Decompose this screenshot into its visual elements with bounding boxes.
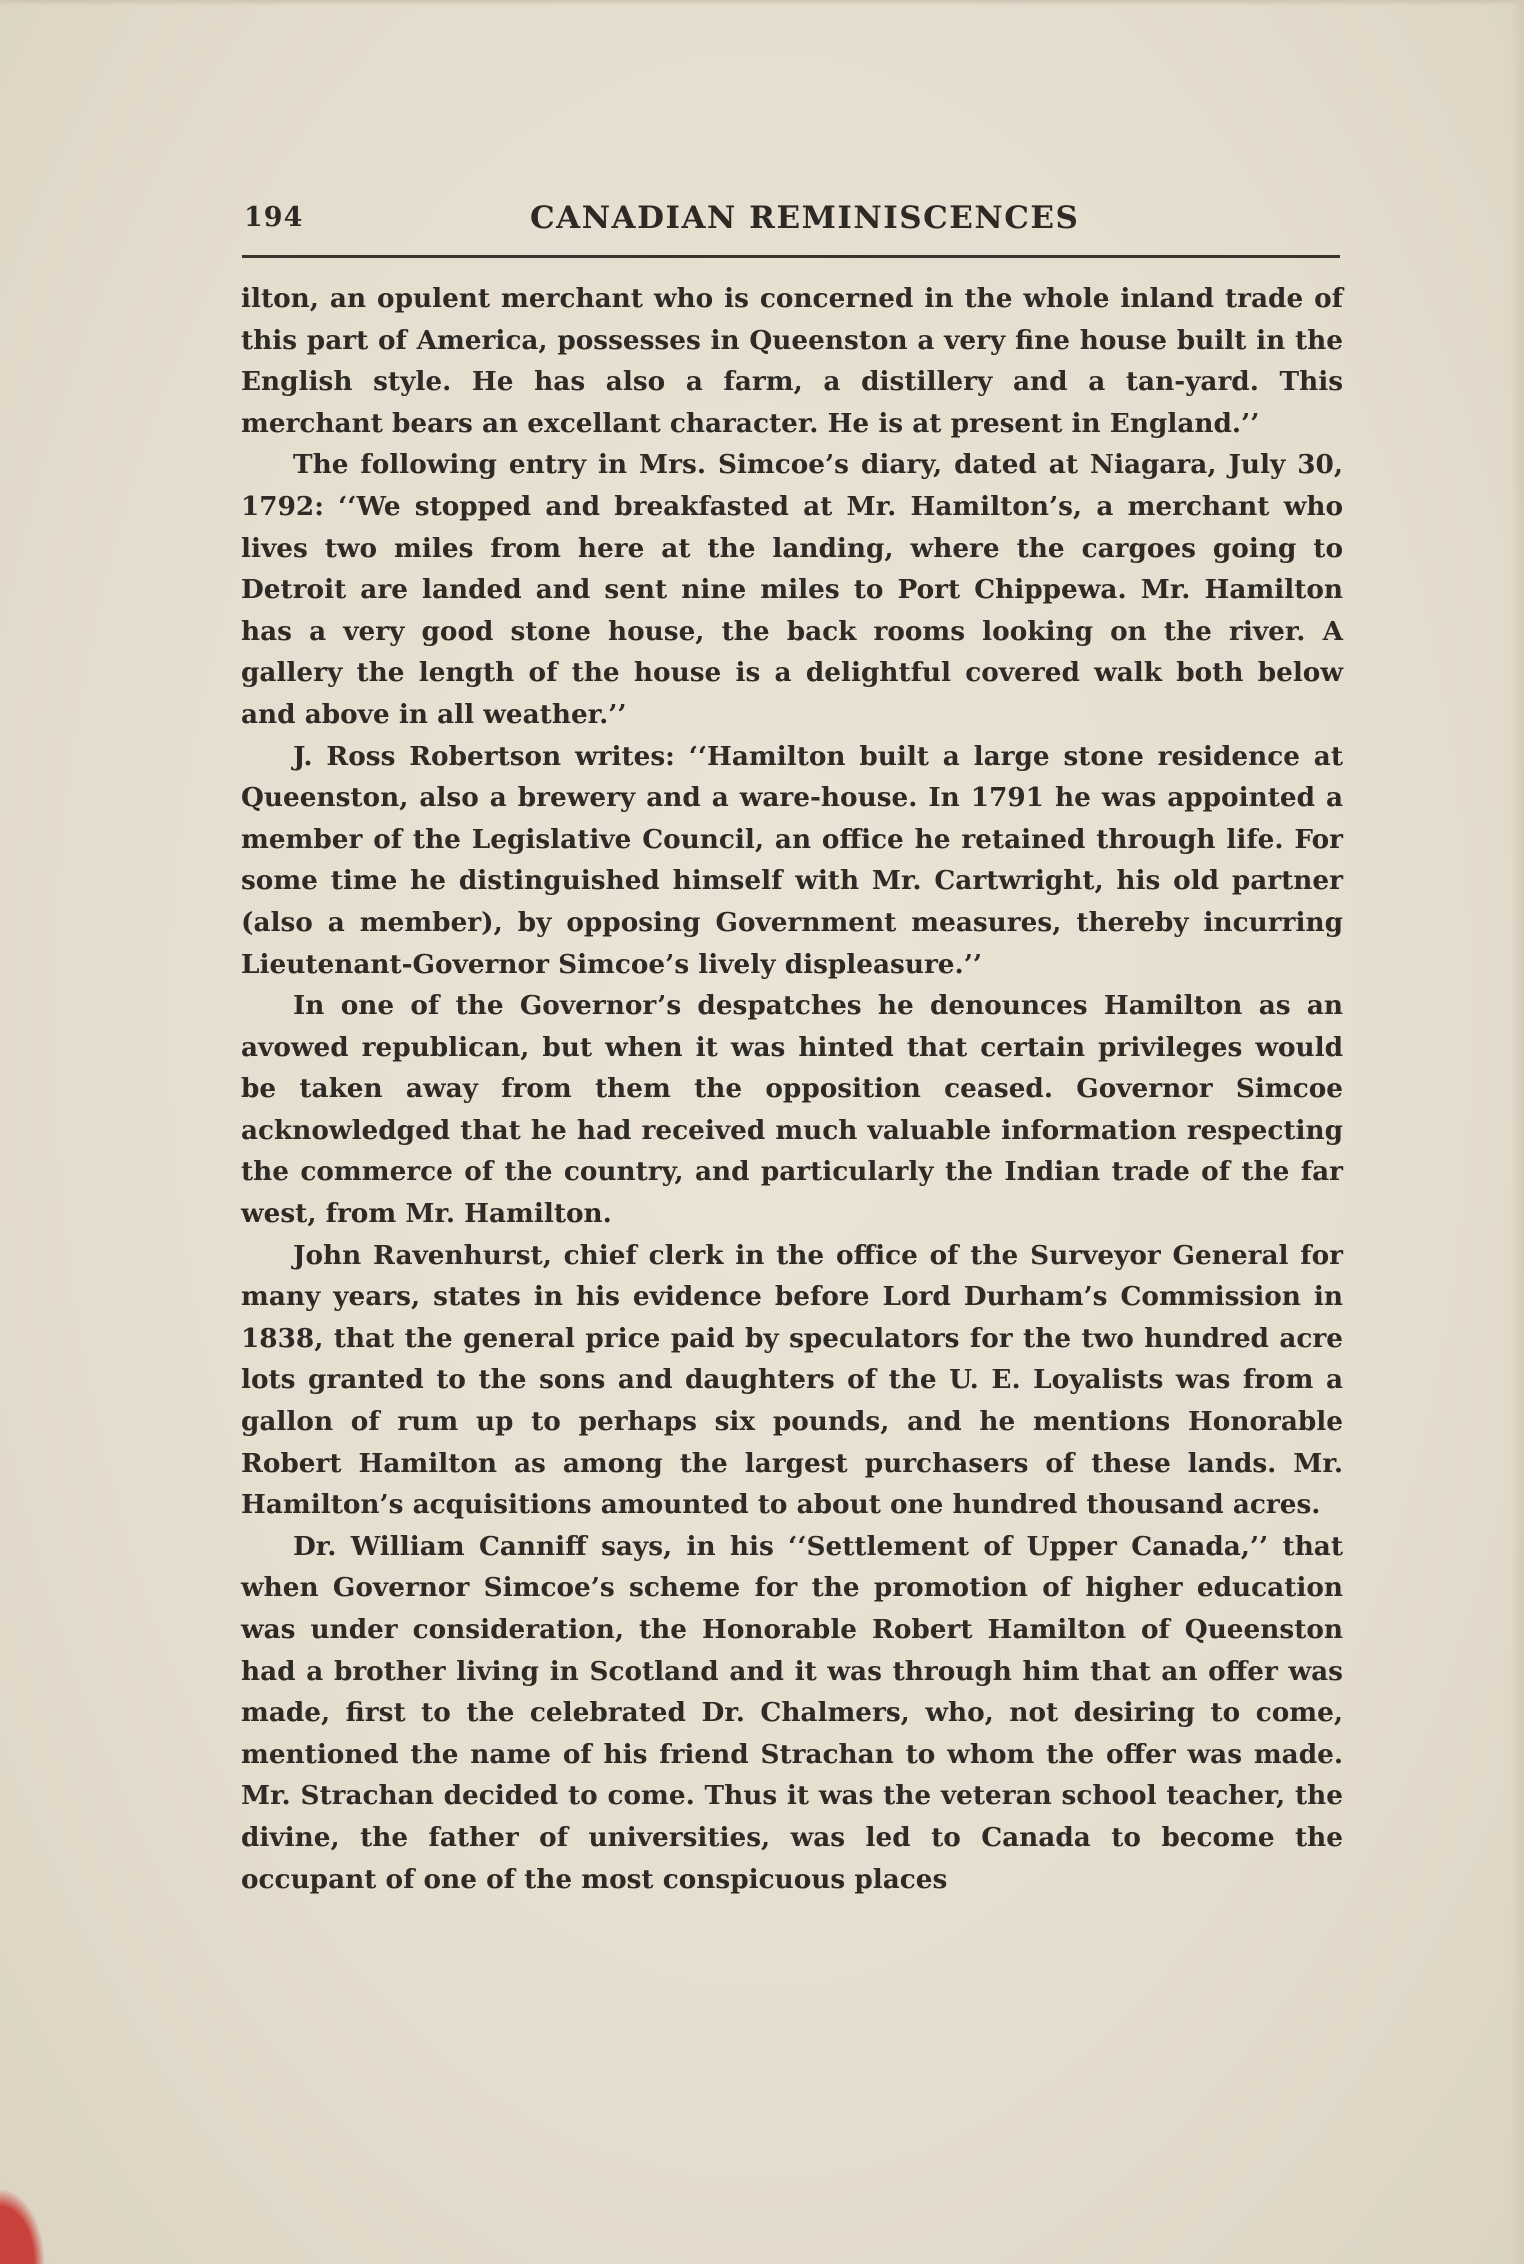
running-title: CANADIAN REMINISCENCES (530, 200, 1080, 236)
corner-stain (0, 2190, 44, 2264)
paragraph-simcoe-diary: The following entry in Mrs. Simcoe’s diary, dated at Niagara, July 30, 1792: ‘‘We stopped and breakfasted at Mr. Hamilton’s, a merchant who lives two miles from here at the landing, where the cargoes going to Detroit are landed and sent nine miles to Port Chippewa. Mr. Hamilton has a very good stone house, the back rooms looking on the river. A gallery the length of the house is a delightful covered walk both below and above in all weather.’’ (241, 449, 1343, 730)
paragraph-despatches: In one of the Governor’s despatches he denounces Hamilton as an avowed republican, but when it was hinted that certain privileges would be taken away from them the opposition ceased. Governor Simcoe acknowledged that he had received much valuable information respecting the commerce of the country, and particularly the Indian trade of the far west, from Mr. Hamilton. (241, 990, 1343, 1230)
header-rule (242, 255, 1340, 258)
paragraph-canniff: Dr. William Canniff says, in his ‘‘Settlement of Upper Canada,’’ that when Governor Simcoe’s scheme for the promotion of higher education was under consideration, the Honorable Robert Hamilton of Queenston had a brother living in Scotland and it was through him that an offer was made, first to the celebrated Dr. Chalmers, who, not desiring to come, mentioned the name of his friend Strachan to whom the offer was made. Mr. Strachan decided to come. Thus it was the veteran school teacher, the divine, the father of universities, was led to Canada to become the occupant of one of the most conspicuous places (241, 1530, 1343, 1895)
body-text (241, 278, 1343, 1900)
paragraph-robertson: J. Ross Robertson writes: ‘‘Hamilton built a large stone residence at Queenston, also a brewery and a ware-house. In 1791 he was appointed a member of the Legislative Council, an office he retained through life. For some time he distinguished himself with Mr. Cartwright, his old partner (also a member), by opposing Government measures, thereby incurring Lieutenant-Governor Simcoe’s lively displeasure.’’ (241, 740, 1343, 980)
page-header (240, 196, 1340, 246)
page-number: 194 (244, 202, 304, 233)
paragraph-continued: ilton, an opulent merchant who is concerned in the whole inland trade of this part of America, possesses in Queenston a very fine house built in the English style. He has also a farm, a distillery and a tan-yard. This merchant bears an excellant character. He is at present in England.’’ (241, 283, 1343, 439)
paragraph-ravenhurst: John Ravenhurst, chief clerk in the office of the Surveyor General for many years, states in his evidence before Lord Durham’s Commission in 1838, that the general price paid by speculators for the two hundred acre lots granted to the sons and daughters of the U. E. Loyalists was from a gallon of rum up to perhaps six pounds, and he mentions Honorable Robert Hamilton as among the largest purchasers of these lands. Mr. Hamilton’s acquisitions amounted to about one hundred thousand acres. (241, 1239, 1343, 1521)
page-top-edge (0, 0, 1524, 6)
page-right-edge (1510, 0, 1524, 2264)
